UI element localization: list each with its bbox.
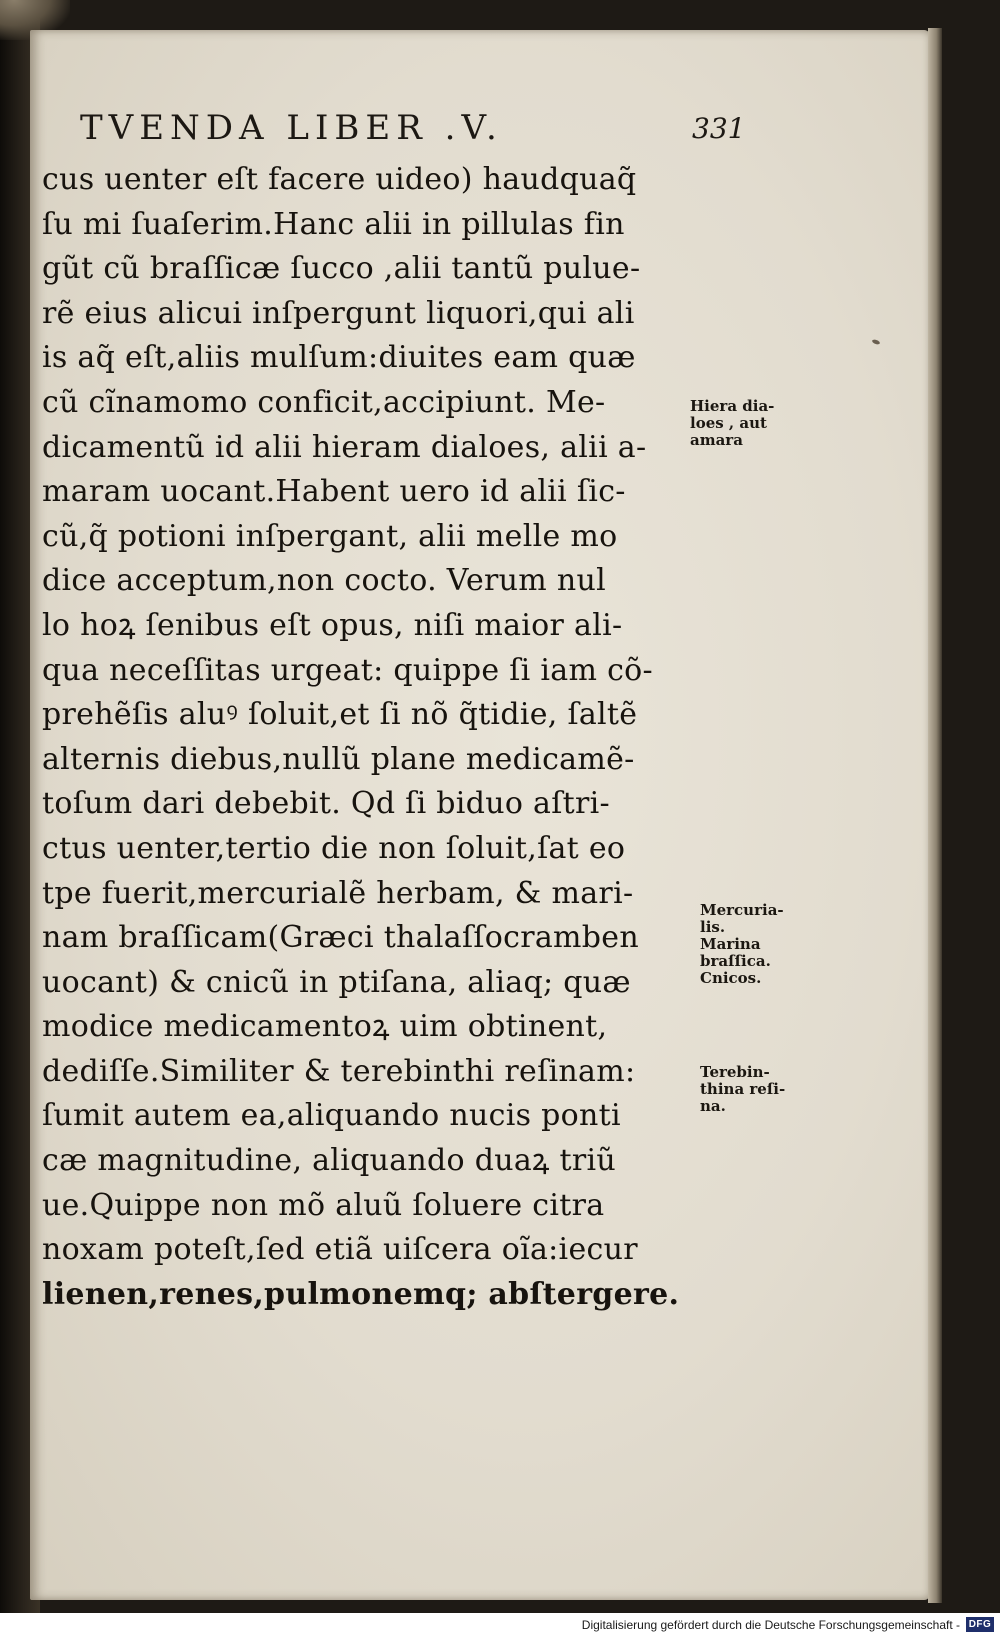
text-line: nam braſſicam(Græci thalaſſocramben bbox=[42, 920, 639, 956]
margin-note-mercurialis bbox=[700, 902, 784, 987]
text-line: cũ,q̃ potioni inſpergant, alii melle mo bbox=[42, 518, 618, 554]
margin-note-line: Hiera dia- bbox=[690, 397, 775, 415]
text-line: cus uenter eſt facere uideo) haudquaq̃ bbox=[42, 162, 637, 197]
dfg-logo-icon: DFG bbox=[966, 1617, 994, 1632]
text-line: alternis diebus,nullũ plane medicamẽ- bbox=[42, 741, 635, 777]
text-line: tpe fuerit,mercurialẽ herbam, & mari- bbox=[42, 875, 634, 911]
margin-note-line: Cnicos. bbox=[700, 969, 762, 987]
margin-note-line: lis. bbox=[700, 918, 726, 936]
text-line: lo hoꝝ ſenibus eſt opus, niſi maior ali- bbox=[42, 607, 623, 643]
text-line: dediſſe.Similiter & terebinthi reſinam: bbox=[42, 1053, 636, 1089]
text-line: dice acceptum,non cocto. Verum nul bbox=[42, 563, 607, 599]
text-line: cæ magnitudine, aliquando duaꝝ triũ bbox=[42, 1143, 617, 1179]
text-line: modice medicamentoꝝ uim obtinent, bbox=[42, 1009, 608, 1045]
text-line: rẽ eius alicui inſpergunt liquori,qui ali bbox=[42, 295, 635, 331]
margin-note-line: braſſica. bbox=[700, 952, 771, 970]
text-line: toſum dari debebit. Qd ſi biduo aſtri- bbox=[42, 786, 610, 822]
text-line: dicamentũ id alii hieram dialoes, alii a- bbox=[42, 429, 647, 465]
margin-note-line: amara bbox=[690, 431, 743, 449]
text-line: prehẽſis aluꝰ ſoluit,et ſi nõ q̃tidie, ſaltẽ bbox=[42, 697, 638, 733]
margin-note-line: Mercuria- bbox=[700, 901, 784, 919]
body-text bbox=[42, 158, 692, 1317]
text-line: ctus uenter,tertio die non ſoluit,ſat eo bbox=[42, 830, 626, 866]
text-line: ue.Quippe non mõ aluũ ſoluere citra bbox=[42, 1187, 605, 1223]
margin-note-hiera bbox=[690, 398, 774, 449]
margin-note-line: loes , aut bbox=[690, 414, 767, 432]
page-number: 331 bbox=[692, 112, 746, 145]
footer-credit-text: Digitalisierung gefördert durch die Deutsche Forschungsgemeinschaft - bbox=[581, 1618, 960, 1632]
text-line: uocant) & cnicũ in ptiſana, aliaq; quæ bbox=[42, 964, 631, 1000]
text-line: noxam poteſt,ſed etiã uiſcera oĩa:iecur bbox=[42, 1232, 638, 1268]
text-line: gũt cũ braſſicæ ſucco ,alii tantũ pulue- bbox=[42, 251, 641, 287]
text-line: ſumit autem ea,aliquando nucis ponti bbox=[42, 1098, 621, 1134]
text-line: ſu mi ſuaſerim.Hanc alii in pillulas fin bbox=[42, 206, 625, 242]
margin-note-line: thina reſi- bbox=[700, 1080, 786, 1098]
digitization-footer bbox=[0, 1613, 1000, 1635]
text-line: is aq̃ eſt,aliis mulſum:diuites eam quæ bbox=[42, 340, 636, 376]
text-line: lienen,renes,pulmonemq; abſtergere. bbox=[42, 1276, 680, 1312]
running-head: TVENDA LIBER .V. bbox=[80, 108, 503, 148]
page-fore-edge bbox=[928, 28, 942, 1603]
text-line: maram uocant.Habent uero id alii ſic- bbox=[42, 474, 626, 510]
margin-note-terebinthina bbox=[700, 1064, 785, 1115]
text-line: cũ cĩnamomo conficit,accipiunt. Me- bbox=[42, 384, 606, 420]
margin-note-line: Marina bbox=[700, 935, 761, 953]
margin-note-line: Terebin- bbox=[700, 1063, 770, 1081]
margin-note-line: na. bbox=[700, 1097, 726, 1115]
text-line: qua neceſſitas urgeat: quippe ſi iam cõ- bbox=[42, 652, 653, 688]
